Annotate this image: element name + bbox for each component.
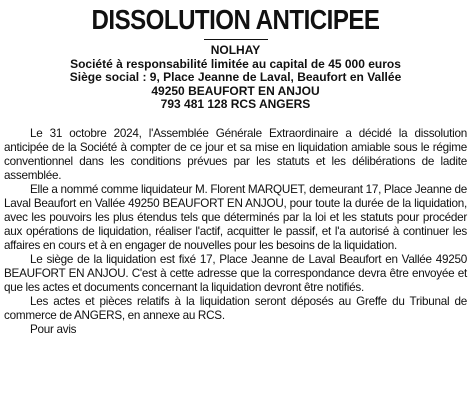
company-header [4,44,467,112]
notice-body [4,127,467,337]
company-address-line2: 49250 BEAUFORT EN ANJOU [151,83,320,98]
paragraph-dissolution: Le 31 octobre 2024, l'Assemblée Générale Extraordinaire a décidé la dissolution anticipée de la Société à compter de ce jour et sa mise en liquidation amiable sous le régime conventionnel dans les conditions prévues par les statuts et les délibérations de ladite assemblée. [4,126,467,182]
paragraph-liquidation-seat: Le siège de la liquidation est fixé 17, Place Jeanne de Laval Beaufort en Vallée 49250 BEAUFORT EN ANJOU. C'est à cette adresse que la correspondance devra être envoyée et que les actes et documents concernant la liquidation devront être notifiés. [4,252,467,294]
company-address-line1: Siège social : 9, Place Jeanne de Laval, Beaufort en Vallée [69,70,402,84]
paragraph-liquidator: Elle a nommé comme liquidateur M. Florent MARQUET, demeurant 17, Place Jeanne de Laval Beaufort en Vallée 49250 BEAUFORT EN ANJOU, pour toute la durée de la liquidation, avec les pouvoirs les plus étendus tels que déterminés par la loi et les statuts pour procéder aux opérations de liquidation, réaliser l'actif, acquitter le passif, et l'a autorisé à continuer les affaires en cours et à en engager de nouvelles pour les besoins de la liquidation. [4,182,467,252]
title-divider [204,39,268,40]
paragraph-closing: Pour avis [30,322,77,336]
notice-title: DISSOLUTION ANTICIPEE [91,4,380,35]
company-name: NOLHAY [210,43,261,57]
paragraph-filing: Les actes et pièces relatifs à la liquidation seront déposés au Greffe du Tribunal de commerce de ANGERS, en annexe au RCS. [4,294,467,322]
company-form: Société à responsabilité limitée au capital de 45 000 euros [70,56,401,71]
company-rcs: 793 481 128 RCS ANGERS [160,97,311,111]
